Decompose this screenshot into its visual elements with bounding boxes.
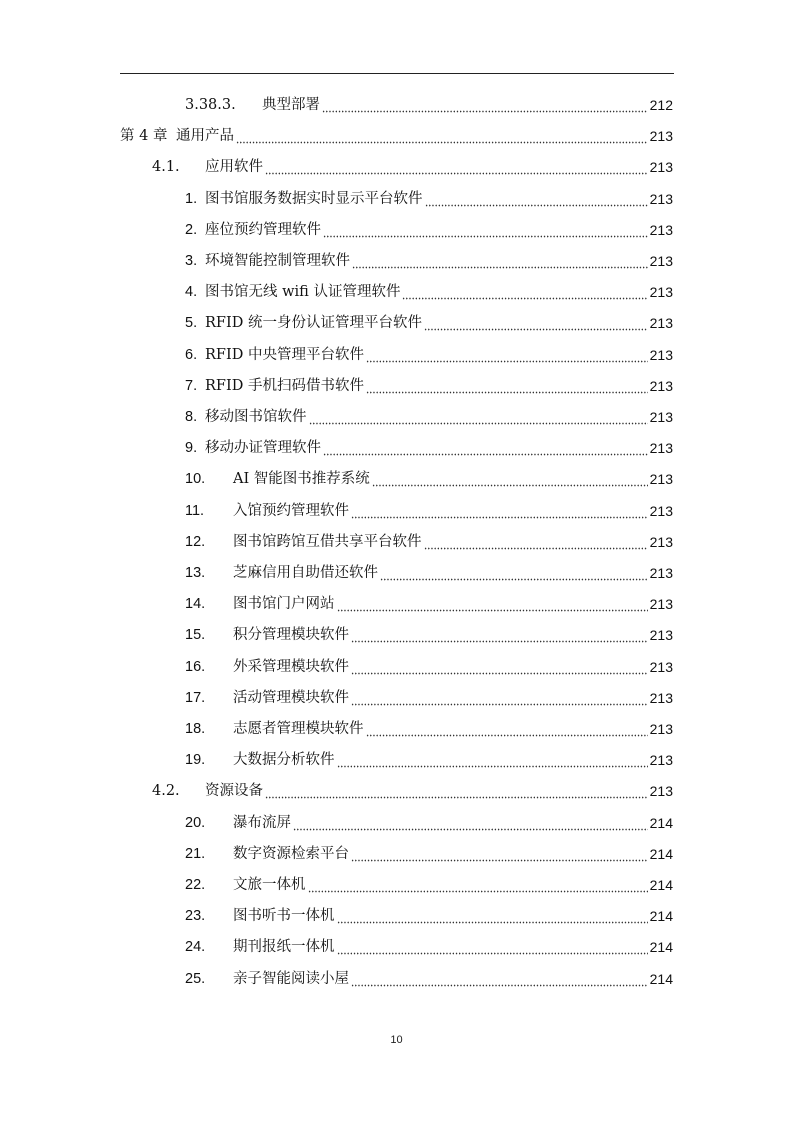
toc-entry-number: 8. (185, 409, 198, 425)
toc-entry-title: 典型部署 (262, 97, 320, 113)
toc-entry-page: 212 (649, 97, 673, 113)
dot-leader (366, 345, 648, 365)
toc-entry[interactable] (185, 594, 673, 614)
toc-entry-page: 213 (649, 471, 673, 488)
toc-entry[interactable] (185, 345, 673, 365)
dot-leader (322, 95, 648, 115)
dot-leader (402, 282, 647, 302)
toc-entry-title: 资源设备 (205, 783, 263, 800)
toc-entry-page: 213 (649, 565, 673, 581)
dot-leader (337, 937, 648, 957)
toc-entry[interactable] (185, 438, 673, 458)
dot-leader (366, 376, 648, 396)
toc-entry-title: 活动管理模块软件 (233, 689, 349, 706)
toc-entry-title: 外采管理模块软件 (233, 658, 349, 675)
toc-entry-title: 大数据分析软件 (233, 752, 335, 769)
toc-entry-title: 图书馆门户网站 (233, 596, 335, 613)
toc-entry-page: 213 (649, 533, 673, 550)
toc-entry[interactable] (185, 719, 673, 739)
toc-entry-number: 6. (185, 346, 198, 363)
toc-entry-page: 213 (649, 190, 673, 207)
dot-leader (236, 126, 648, 146)
dot-leader (366, 719, 648, 739)
dot-leader (308, 875, 648, 895)
toc-entry-number: 20. (185, 814, 206, 831)
dot-leader (351, 625, 648, 645)
dot-leader (351, 969, 648, 989)
toc-entry[interactable] (185, 313, 673, 333)
dot-leader (372, 469, 648, 489)
toc-entry[interactable] (185, 906, 673, 926)
toc-entry-page: 214 (649, 814, 673, 831)
toc-entry-number: 25. (185, 970, 206, 987)
toc-entry-number: 15. (185, 627, 206, 644)
toc-entry-number: 23. (185, 908, 206, 925)
toc-entry-page: 213 (649, 346, 673, 363)
toc-entry-title: 期刊报纸一体机 (233, 939, 335, 956)
toc-entry[interactable] (185, 501, 673, 521)
toc-entry[interactable] (185, 844, 673, 864)
toc-entry-page: 213 (649, 752, 673, 769)
toc-entry[interactable] (152, 157, 673, 177)
toc-entry-page: 214 (649, 970, 673, 987)
toc-entry-number: 16. (185, 658, 206, 675)
toc-entry[interactable] (185, 750, 673, 770)
toc-entry-number: 7. (185, 377, 198, 394)
toc-entry-number: 12. (185, 533, 206, 550)
toc-entry-number: 4. (185, 284, 198, 301)
toc-entry-title: 通用产品 (176, 128, 234, 145)
dot-leader (265, 157, 648, 177)
toc-entry[interactable] (185, 875, 673, 895)
toc-entry-page: 213 (649, 315, 673, 332)
toc-entry[interactable] (185, 220, 673, 240)
toc-entry-page: 213 (649, 689, 673, 706)
toc-entry-number: 24. (185, 939, 206, 956)
dot-leader (293, 813, 648, 833)
toc-entry-title: 图书听书一体机 (233, 908, 335, 925)
toc-entry-page: 213 (649, 783, 673, 800)
toc-entry-title: 入馆预约管理软件 (233, 502, 349, 519)
dot-leader (309, 407, 648, 427)
toc-entry-number: 3. (185, 253, 198, 269)
toc-entry-number: 17. (185, 689, 206, 706)
toc-entry[interactable] (185, 532, 673, 552)
toc-entry-title: RFID 手机扫码借书软件 (205, 377, 364, 394)
dot-leader (265, 781, 648, 801)
toc-entry-title: 志愿者管理模块软件 (233, 721, 364, 737)
header-rule (120, 73, 674, 74)
page-number: 10 (390, 1034, 403, 1046)
toc-entry-number: 第 4 章 (120, 128, 168, 145)
toc-entry-title: 环境智能控制管理软件 (205, 253, 350, 269)
toc-entry[interactable] (185, 625, 673, 645)
toc-entry-page: 213 (649, 658, 673, 675)
toc-entry-title: 文旅一体机 (233, 877, 306, 893)
toc-entry-title: RFID 统一身份认证管理平台软件 (205, 315, 422, 332)
toc-entry-title: 移动办证管理软件 (205, 440, 321, 457)
toc-entry-title: 瀑布流屏 (233, 814, 291, 831)
toc-entry-number: 2. (185, 221, 198, 238)
toc-entry[interactable] (185, 937, 673, 957)
toc-entry-title: 座位预约管理软件 (205, 221, 321, 238)
toc-entry-number: 14. (185, 596, 206, 613)
toc-entry-number: 10. (185, 471, 206, 488)
dot-leader (337, 750, 648, 770)
dot-leader (424, 532, 648, 552)
dot-leader (323, 438, 648, 458)
toc-entry-page: 214 (649, 939, 673, 956)
toc-entry-page: 214 (649, 877, 673, 893)
toc-entry-page: 214 (649, 908, 673, 925)
toc-entry-page: 213 (649, 377, 673, 394)
toc-entry-title: 数字资源检索平台 (233, 845, 349, 862)
dot-leader (337, 594, 648, 614)
toc-entry-title: 积分管理模块软件 (233, 627, 349, 644)
toc-entry-page: 214 (649, 845, 673, 862)
toc-entry[interactable] (152, 781, 673, 801)
dot-leader (425, 189, 648, 209)
toc-entry[interactable] (185, 469, 673, 489)
toc-entry-title: 图书馆服务数据实时显示平台软件 (205, 190, 423, 207)
toc-entry[interactable] (120, 126, 673, 146)
toc-entry-number: 21. (185, 845, 206, 862)
dot-leader (351, 688, 648, 708)
toc-entry-page: 213 (649, 128, 673, 145)
dot-leader (380, 563, 648, 583)
toc-entry-number: 4.2. (152, 783, 180, 800)
toc-entry-number: 22. (185, 877, 206, 893)
toc-entry[interactable] (185, 969, 673, 989)
toc-entry-number: 11. (185, 502, 205, 519)
dot-leader (351, 844, 648, 864)
toc-entry-title: 图书馆跨馆互借共享平台软件 (233, 533, 422, 550)
toc-entry-number: 19. (185, 752, 206, 769)
dot-leader (352, 251, 648, 271)
toc-entry-number: 5. (185, 315, 198, 332)
toc-entry-page: 213 (649, 284, 673, 301)
toc-entry[interactable] (185, 688, 673, 708)
toc-entry-title: RFID 中央管理平台软件 (205, 346, 364, 363)
toc-entry[interactable] (185, 251, 673, 271)
toc-entry-title: 移动图书馆软件 (205, 409, 307, 425)
dot-leader (337, 906, 648, 926)
toc-entry[interactable] (185, 282, 673, 302)
toc-entry-title: AI 智能图书推荐系统 (233, 471, 370, 488)
toc-entry-number: 13. (185, 565, 206, 581)
dot-leader (351, 501, 648, 521)
toc-entry-page: 213 (649, 440, 673, 457)
toc-entry-page: 213 (649, 502, 673, 519)
toc-entry-page: 213 (649, 627, 673, 644)
toc-entry[interactable] (185, 407, 673, 427)
dot-leader (323, 220, 648, 240)
toc-entry-number: 4.1. (152, 159, 180, 176)
toc-entry-page: 213 (649, 159, 673, 176)
toc-entry-page: 213 (649, 253, 673, 269)
toc-entry[interactable] (185, 563, 673, 583)
toc-entry-title: 芝麻信用自助借还软件 (233, 565, 378, 581)
toc-entry-number: 1. (185, 190, 198, 207)
toc-entry[interactable] (185, 813, 673, 833)
toc-entry-number: 3.38.3. (185, 97, 236, 113)
toc-entry[interactable] (185, 376, 673, 396)
dot-leader (424, 313, 648, 333)
toc-entry-page: 213 (649, 221, 673, 238)
toc-entry-page: 213 (649, 596, 673, 613)
toc-entry[interactable] (185, 189, 673, 209)
toc-entry[interactable] (185, 95, 673, 115)
toc-entry-number: 18. (185, 721, 206, 737)
toc-entry-page: 213 (649, 721, 673, 737)
toc-entry-title: 亲子智能阅读小屋 (233, 970, 349, 987)
toc-entry-page: 213 (649, 409, 673, 425)
toc-entry-number: 9. (185, 440, 198, 457)
toc-entry-title: 图书馆无线 wifi 认证管理软件 (205, 284, 401, 301)
dot-leader (351, 657, 648, 677)
toc-entry[interactable] (185, 657, 673, 677)
toc-entry-title: 应用软件 (205, 159, 263, 176)
